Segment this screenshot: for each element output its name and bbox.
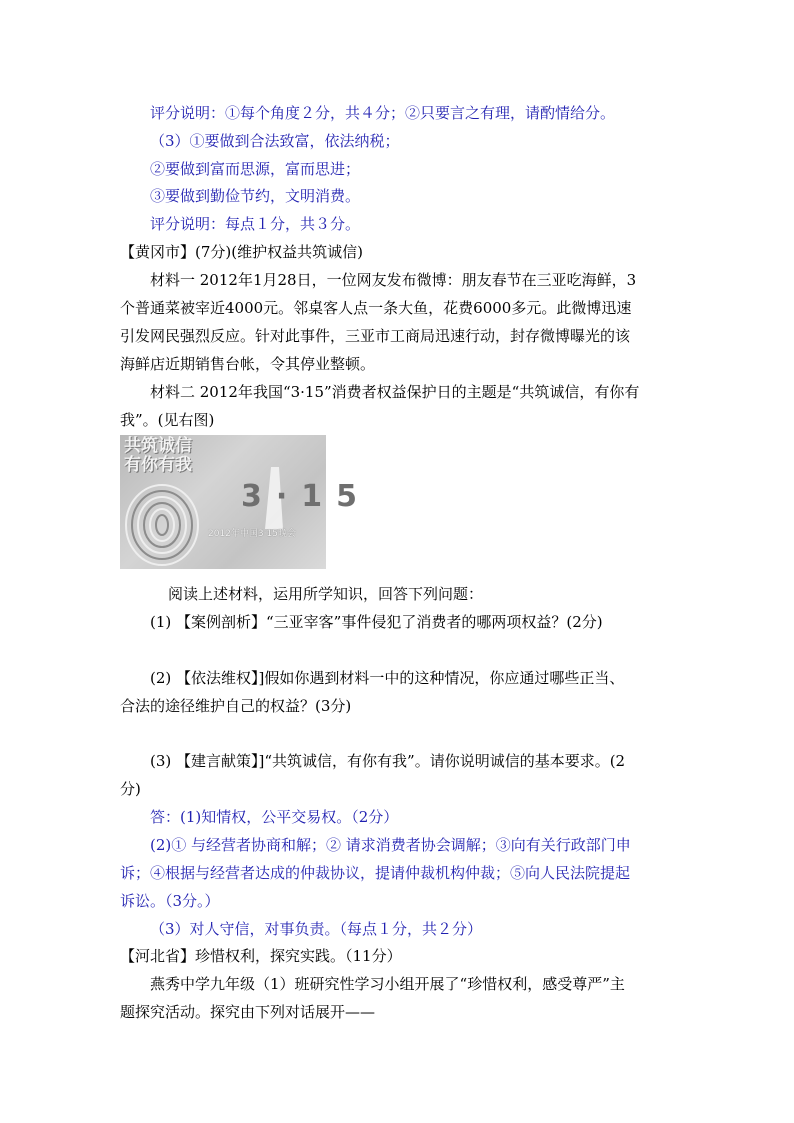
material-1-line-4: 海鲜店近期销售台帐，令其停业整顿。 bbox=[120, 355, 376, 373]
answer-2-line-3: 诉讼。（3分。） bbox=[120, 892, 220, 910]
material-1-line-2: 个普通菜被宰近4000元。邻桌客人点一条大鱼，花费6000多元。此微博迅速 bbox=[120, 299, 632, 317]
material-2-line-2: 我”。(见右图) bbox=[120, 411, 215, 429]
answer-2-line-2: 诉；④根据与经营者达成的仲裁协议，提请仲裁机构仲裁；⑤向人民法院提起 bbox=[120, 864, 631, 882]
section-heading-hebei: 【河北省】珍惜权利，探究实践。（11分） bbox=[120, 947, 402, 965]
material-1-line-1: 材料一 2012年1月28日，一位网友发布微博：朋友春节在三亚吃海鲜，3 bbox=[150, 271, 637, 289]
answer-1: 答：(1)知情权，公平交易权。（2分） bbox=[150, 808, 399, 826]
scoring-note-2: 评分说明：每点１分，共３分。 bbox=[150, 215, 361, 233]
question-2-line-2: 合法的途径维护自己的权益？(3分) bbox=[120, 697, 352, 715]
answer-3: （3）对人守信，对事负责。（每点１分，共２分） bbox=[150, 920, 483, 938]
question-1: (1) 【案例剖析】“三亚宰客”事件侵犯了消费者的哪两项权益？(2分) bbox=[150, 613, 603, 631]
fingerprint-icon bbox=[122, 475, 202, 567]
answer-3-line-3: ③要做到勤俭节约，文明消费。 bbox=[150, 187, 361, 205]
answer-3-line-2: ②要做到富而思源，富而思进； bbox=[150, 160, 361, 178]
logo-315: 3·15 bbox=[235, 465, 310, 535]
material-2-line-1: 材料二 2012年我国“3·15”消费者权益保护日的主题是“共筑诚信，有你有 bbox=[150, 383, 640, 401]
instruction-line: 阅读上述材料，运用所学知识，回答下列问题： bbox=[168, 585, 484, 603]
hebei-intro-line-2: 题探究活动。探究由下列对话展开—— bbox=[120, 1003, 376, 1021]
hebei-intro-line-1: 燕秀中学九年级（1）班研究性学习小组开展了“珍惜权利，感受尊严”主 bbox=[150, 975, 625, 993]
question-3-line-2: 分) bbox=[120, 780, 141, 798]
section-heading-huanggang: 【黄冈市】(7分)(维护权益共筑诚信) bbox=[120, 243, 363, 261]
campaign-poster-image bbox=[120, 435, 372, 569]
answer-3-line-1: （3）①要做到合法致富，依法纳税； bbox=[150, 132, 400, 150]
question-2-line-1: (2) 【依法维权】]假如你遇到材料一中的这种情况，你应通过哪些正当、 bbox=[150, 669, 625, 687]
scoring-note-1: 评分说明：①每个角度２分，共４分；②只要言之有理，请酌情给分。 bbox=[150, 104, 616, 122]
poster-caption: 2012年中国3·15晚会 bbox=[208, 529, 296, 539]
poster-title: 共筑诚信 有你有我 bbox=[124, 436, 192, 475]
answer-2-line-1: (2)① 与经营者协商和解；② 请求消费者协会调解；③向有关行政部门申 bbox=[150, 836, 631, 854]
material-1-line-3: 引发网民强烈反应。针对此事件，三亚市工商局迅速行动，封存微博曝光的该 bbox=[120, 327, 631, 345]
question-3-line-1: (3) 【建言献策】]“共筑诚信，有你有我”。请你说明诚信的基本要求。(2 bbox=[150, 752, 626, 770]
